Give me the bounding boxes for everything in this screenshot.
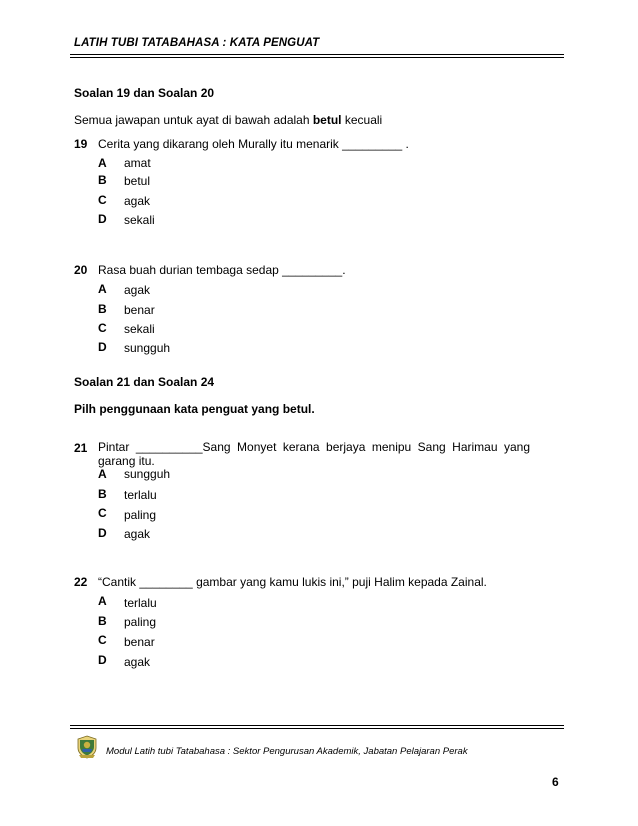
option-text: paling <box>124 615 157 629</box>
section2-instruction: Pilh penggunaan kata penguat yang betul. <box>74 402 315 416</box>
option-letter: B <box>98 302 107 316</box>
header-rule-thin <box>70 57 564 58</box>
question-number: 20 <box>74 263 88 277</box>
option-letter: A <box>98 594 107 608</box>
option-letter: A <box>98 467 107 481</box>
option-letter: D <box>98 340 107 354</box>
option-letter: C <box>98 633 107 647</box>
option-letter: B <box>98 173 107 187</box>
option-text: betul <box>124 174 151 188</box>
question-text: Pintar __________Sang Monyet kerana berjaya menipu Sang Harimau yang <box>98 440 530 454</box>
section1-heading: Soalan 19 dan Soalan 20 <box>74 86 215 100</box>
option-letter: B <box>98 614 107 628</box>
question-number: 22 <box>74 575 88 589</box>
instruction-post: kecuali <box>341 113 383 127</box>
option-letter: B <box>98 487 107 501</box>
footer-rule <box>70 725 564 726</box>
page-number: 6 <box>552 775 559 789</box>
option-text: sekali <box>124 322 155 336</box>
instruction-bold: betul <box>312 113 342 127</box>
option-letter: C <box>98 321 107 335</box>
footer-text: Modul Latih tubi Tatabahasa : Sektor Pengurusan Akademik, Jabatan Pelajaran Perak <box>106 746 468 757</box>
option-text: sungguh <box>124 467 171 481</box>
option-text: sekali <box>124 213 155 227</box>
option-text: benar <box>124 635 155 649</box>
instruction-pre: Semua jawapan untuk ayat di bawah adalah <box>74 113 313 127</box>
option-text: paling <box>124 508 157 522</box>
option-text: amat <box>124 156 151 170</box>
option-text: agak <box>124 655 151 669</box>
section1-instruction <box>74 113 382 127</box>
header-title: LATIH TUBI TATABAHASA : KATA PENGUAT <box>74 37 320 49</box>
option-letter: D <box>98 526 107 540</box>
option-letter: D <box>98 212 107 226</box>
question-number: 19 <box>74 137 88 151</box>
question-text: Rasa buah durian tembaga sedap _________. <box>98 263 346 277</box>
option-letter: A <box>98 156 107 170</box>
option-letter: A <box>98 282 107 296</box>
option-letter: D <box>98 653 107 667</box>
question-number: 21 <box>74 441 88 455</box>
header-rule <box>70 54 564 55</box>
question-text: “Cantik ________ gambar yang kamu lukis ini,” puji Halim kepada Zainal. <box>98 575 487 589</box>
option-text: agak <box>124 194 151 208</box>
jabatan-crest-icon <box>76 735 98 759</box>
footer-rule-thin <box>70 728 564 729</box>
option-letter: C <box>98 193 107 207</box>
option-letter: C <box>98 506 107 520</box>
option-text: benar <box>124 303 155 317</box>
option-text: agak <box>124 527 151 541</box>
option-text: terlalu <box>124 596 157 610</box>
question-text: Cerita yang dikarang oleh Murally itu menarik _________ . <box>98 137 409 151</box>
question-text-continued: garang itu. <box>98 454 155 468</box>
option-text: sungguh <box>124 341 171 355</box>
option-text: agak <box>124 283 151 297</box>
section2-heading: Soalan 21 dan Soalan 24 <box>74 375 215 389</box>
option-text: terlalu <box>124 488 157 502</box>
